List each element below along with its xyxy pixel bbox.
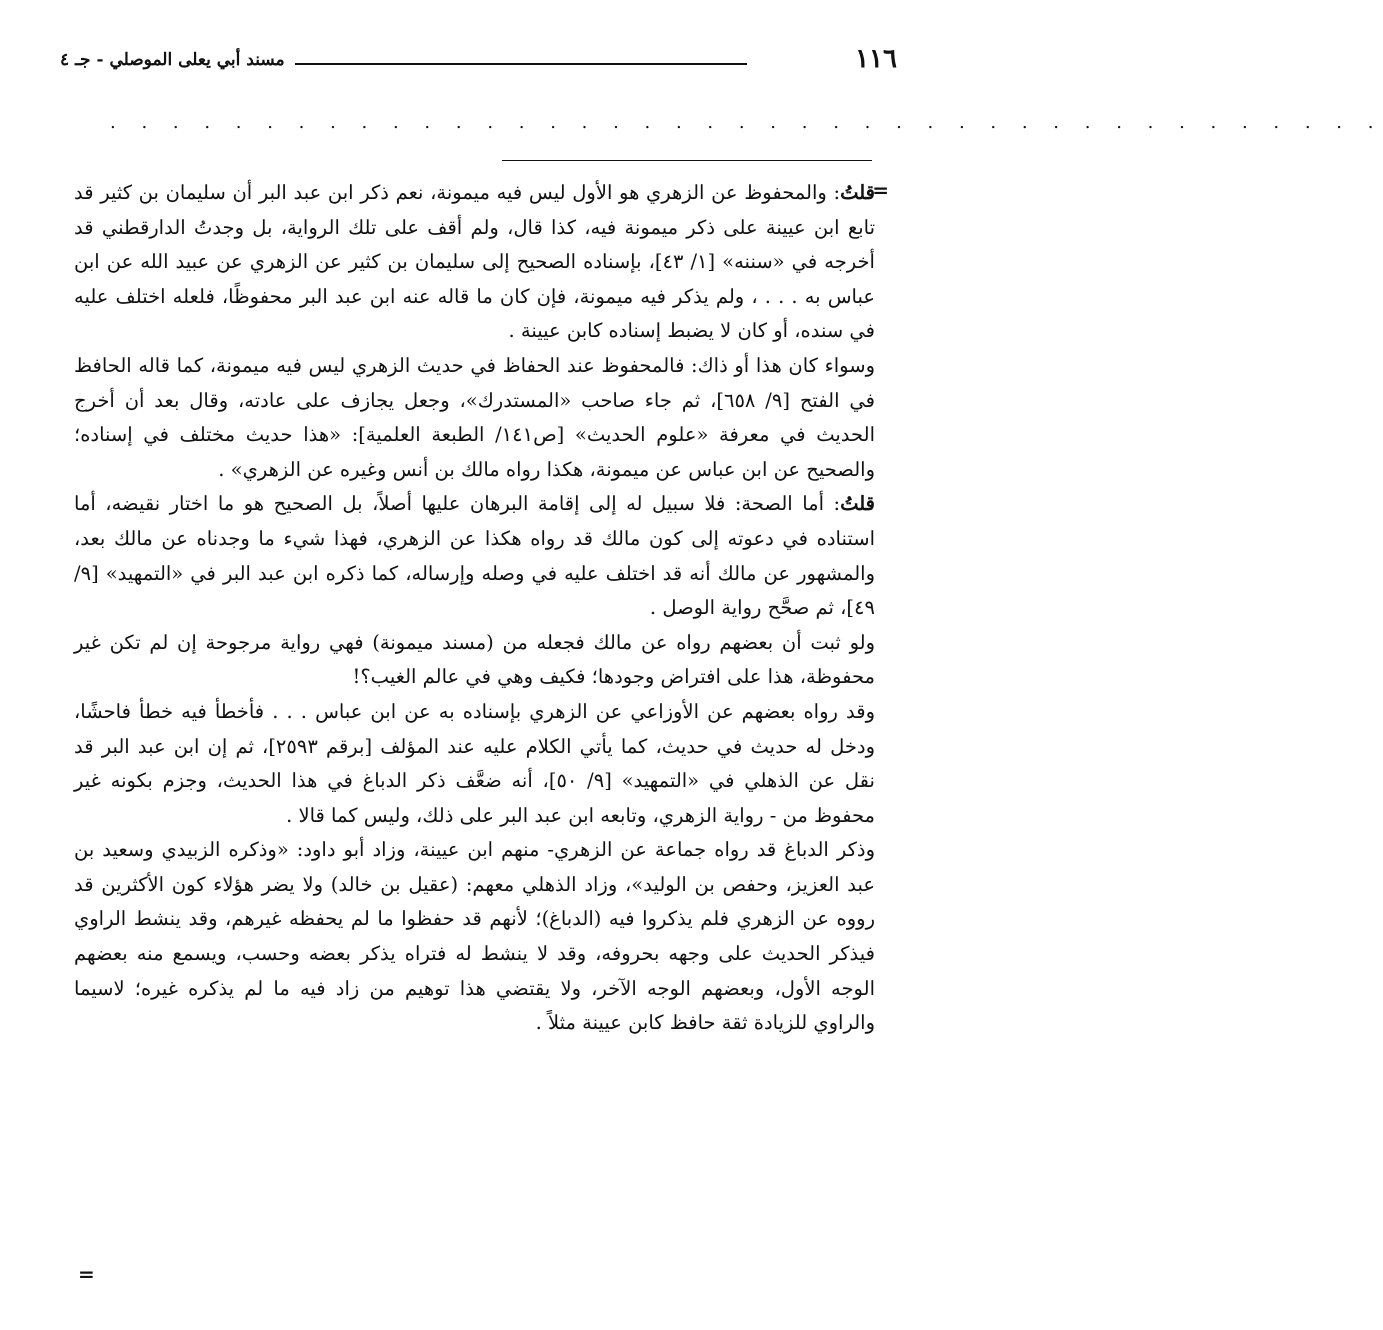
page-header [60,44,897,80]
paragraph [74,626,875,695]
continuation-mark-start: = [872,178,889,202]
paragraph-lead: قلتُ [840,492,875,516]
continuation-mark-end: = [78,1262,95,1286]
paragraph-text: وسواء كان هذا أو ذاك: فالمحفوظ عند الحفاظ في حديث الزهري ليس فيه ميمونة، كما قاله الحافظ في الفتح [٩/ ٦٥٨]، ثم جاء صاحب «المستدرك»، وجعل يجازف على عادته، وقال بعد أن أخرج الحديث في معرفة «علوم الحديث» [ص١٤١/ الطبعة العلمية]: «هذا حديث مختلف في إسناده؛ والصحيح عن ابن عباس عن ميمونة، هكذا رواه مالك بن أنس وغيره عن الزهري» . [74,353,875,481]
paragraph [74,176,875,349]
paragraph-lead: قلتُ [840,181,875,204]
footnote-rule [502,160,872,161]
running-title: مسند أبي يعلى الموصلي - جـ ٤ [60,50,285,70]
footnote-text [74,176,875,1041]
paragraph [74,695,875,833]
paragraph-text: وذكر الدباغ قد رواه جماعة عن الزهري- منهم ابن عيينة، وزاد أبو داود: «وذكره الزبيدي وسعيد بن عبد العزيز، وحفص بن الوليد»، وزاد الذهلي معهم: (عقيل بن خالد) ولا يضر هؤلاء كون الأكثرين قد رووه عن الزهري فلم يذكروا فيه (الدباغ)؛ لأنهم قد حفظوا ما لم يحفظه غيرهم، وقد ينشط الراوي فيذكر الحديث على وجهه بحروفه، وقد لا ينشط له فتراه يذكر بعضه وحسب، ويسمع منه بعضهم الوجه الأول، وبعضهم الوجه الآخر، ولا يقتضي هذا توهيم من زاد فيه ما لم يذكره غيره؛ لاسيما والراوي للزيادة ثقة حافظ كابن عيينة مثلاً . [74,838,875,1035]
paragraph [74,349,875,487]
paragraph [74,833,875,1041]
page-number: ١١٦ [855,44,897,74]
paragraph-text: وقد رواه بعضهم عن الأوزاعي عن الزهري بإسناده به عن ابن عباس . . . فأخطأ فيه خطأ فاحشًا، ودخل له حديث في حديث، كما يأتي الكلام عليه عند المؤلف [برقم ٢٥٩٣]، ثم إن ابن عبد البر قد نقل عن الذهلي في «التمهيد» [٩/ ٥٠]، أنه ضعَّف ذكر الدباغ في هذا الحديث، وجزم بكونه غير محفوظ من - رواية الزهري، وتابعه ابن عبد البر على ذلك، وليس كما قالا . [74,699,875,827]
paragraph-text: : والمحفوظ عن الزهري هو الأول ليس فيه ميمونة، نعم ذكر ابن عبد البر أن سليمان بن كثير قد تابع ابن عيينة على ذكر ميمونة فيه، كذا قال، ولم أقف على تلك الرواية، بل وجدتُ الدارقطني قد أخرجه في «سننه» [١/ ٤٣]، بإسناده الصحيح إلى سليمان بن كثير عن الزهري عن عبيد الله عن ابن عباس به . . . ، ولم يذكر فيه ميمونة، فإن كان ما قاله عنه ابن عبد البر محفوظًا، فلعله اختلف عليه في سنده، أو كان لا يضبط إسناده كابن عيينة . [74,181,875,343]
paragraph [74,487,875,625]
paragraph-text: : أما الصحة: فلا سبيل له إلى إقامة البرهان عليها أصلاً، بل الصحيح هو ما اختار نقيضه، أما استناده في دعوته إلى كون مالك قد رواه هكذا عن الزهري، فهذا شيء ما وجدناه عن مالك بعد، والمشهور عن مالك أنه قد اختلف عليه في وصله وإرساله، كما ذكره ابن عبد البر في «التمهيد» [٩/ ٤٩]، ثم صحَّح رواية الوصل . [74,492,875,620]
paragraph-text: ولو ثبت أن بعضهم رواه عن مالك فجعله من (مسند ميمونة) فهي رواية مرجوحة إن لم تكن غير محفوظة، هذا على افتراض وجودها؛ فكيف وهي في عالم الغيب؟! [74,630,875,689]
header-rule [295,63,747,65]
separator-dots: . . . . . . . . . . . . . . . . . . . . . . . . . . . . . . . . . . . . . . . . . [110,112,1383,133]
